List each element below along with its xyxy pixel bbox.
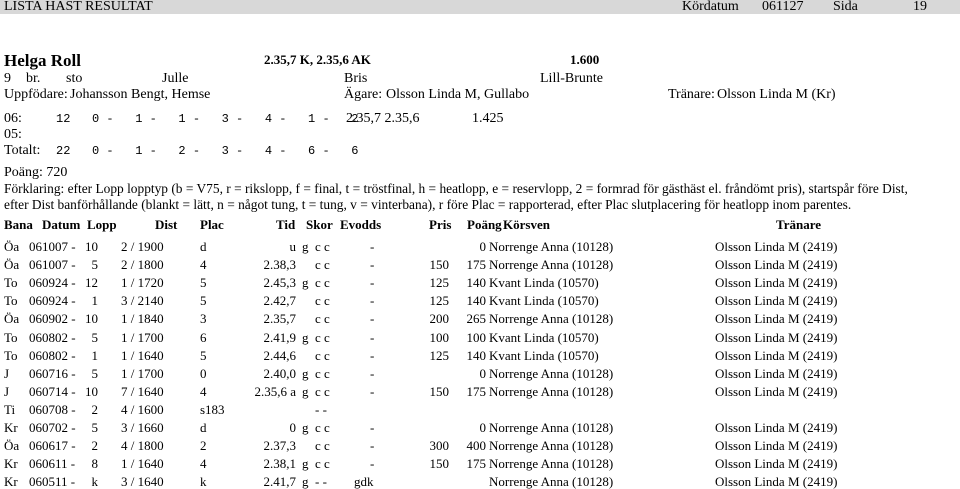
cell-bana: J (4, 383, 10, 399)
owner-value: Olsson Linda M, Gullabo (386, 87, 530, 102)
points-summary: Poäng: 720 (4, 165, 68, 180)
cell-dist: 1 / 1700 (121, 329, 164, 345)
cell-tid: 2.42,7 (263, 293, 296, 309)
cell-evodds: - (370, 347, 375, 363)
cell-evodds: - (370, 275, 375, 291)
col-header-pris: Pris (429, 217, 452, 232)
cell-tid: 2.38,1 (263, 456, 296, 472)
cell-tranare: Olsson Linda M (2419) (715, 311, 838, 327)
cell-dist: 1 / 1720 (121, 275, 164, 291)
cell-pris: 125 (429, 275, 449, 291)
cell-tranare: Olsson Linda M (2419) (715, 347, 838, 363)
cell-evodds: - (370, 420, 375, 435)
cell-pris: 200 (429, 311, 449, 327)
cell-tranare: Olsson Linda M (2419) (715, 420, 838, 435)
cell-evodds: - (370, 383, 375, 399)
cell-dist: 1 / 1640 (121, 347, 164, 363)
cell-plac: 4 (200, 456, 207, 472)
horse-mother: Bris (344, 71, 368, 86)
cell-evodds: - (370, 257, 375, 273)
cell-lopp: 2 (91, 401, 98, 417)
cell-tid: 0 (289, 420, 296, 435)
stats-2006-values: 12 0 - 1 - 1 - 3 - 4 - 1 - 2 (56, 112, 359, 126)
cell-g: g (302, 275, 309, 291)
cell-bana: Kr (4, 420, 18, 435)
cell-tranare: Olsson Linda M (2419) (715, 456, 838, 472)
col-header-dist: Dist (155, 217, 178, 232)
cell-korsven: Kvant Linda (10570) (489, 275, 599, 291)
cell-evodds: - (370, 329, 375, 345)
cell-tid: 2.35,7 (263, 311, 296, 327)
cell-dist: 1 / 1640 (121, 456, 164, 472)
horse-mother-father: Lill-Brunte (540, 71, 603, 86)
trainer-label: Tränare: (668, 87, 715, 102)
cell-lopp: 10 (85, 239, 98, 254)
cell-korsven: Norrenge Anna (10128) (489, 365, 614, 381)
date-value: 061127 (762, 0, 804, 14)
cell-bana: To (4, 347, 18, 363)
cell-korsven: Kvant Linda (10570) (489, 347, 599, 363)
date-label: Kördatum (682, 0, 739, 14)
col-header-tid: Tid (276, 217, 296, 232)
cell-datum: 060617 - (29, 438, 76, 454)
cell-lopp: 5 (91, 257, 98, 273)
cell-dist: 1 / 1700 (121, 365, 164, 381)
cell-bana: Kr (4, 456, 18, 472)
cell-datum: 060708 - (29, 401, 76, 417)
col-header-evodds: Evodds (340, 217, 382, 232)
cell-bana: Kr (4, 474, 18, 489)
cell-tid: u (289, 239, 296, 254)
cell-g: g (302, 365, 309, 381)
cell-lopp: 1 (91, 347, 98, 363)
legend-line-2: efter Dist banförhållande (blankt = lätt, n = något tung, t = tung, v = vinterbana), r före Plac = rapporterad, efter Plac slutplacering för heatlopp inom parentes. (4, 197, 852, 212)
cell-poang: 175 (466, 257, 486, 273)
cell-tranare: Olsson Linda M (2419) (715, 383, 838, 399)
col-header-lopp: Lopp (87, 217, 117, 232)
cell-tranare: Olsson Linda M (2419) (715, 438, 838, 454)
col-header-poang: Poäng (467, 217, 502, 232)
breeder-label: Uppfödare: (4, 87, 68, 102)
cell-pris: 150 (429, 257, 449, 273)
page-label: Sida (833, 0, 858, 14)
cell-datum: 060802 - (29, 329, 76, 345)
cell-tranare: Olsson Linda M (2419) (715, 257, 838, 273)
trainer-value: Olsson Linda M (Kr) (717, 87, 836, 102)
stats-2006-label: 06: (4, 111, 22, 126)
stats-2006-record: 2.35,7 2.35,6 (346, 111, 420, 126)
cell-skor: c c (315, 456, 330, 472)
cell-datum: 060924 - (29, 293, 76, 309)
cell-plac: k (200, 474, 207, 489)
cell-dist: 7 / 1640 (121, 383, 164, 399)
cell-korsven: Norrenge Anna (10128) (489, 383, 614, 399)
cell-skor: c c (315, 257, 330, 273)
cell-plac: d (200, 239, 207, 254)
report-title: LISTA HÄST RESULTAT (4, 0, 153, 14)
cell-pris: 150 (429, 383, 449, 399)
cell-bana: To (4, 329, 18, 345)
cell-evodds: - (370, 293, 375, 309)
cell-datum: 060702 - (29, 420, 76, 435)
cell-korsven: Norrenge Anna (10128) (489, 456, 614, 472)
cell-korsven: Norrenge Anna (10128) (489, 474, 614, 489)
col-header-bana: Bana (4, 217, 33, 232)
cell-tid: 2.41,7 (263, 474, 296, 489)
cell-plac: s183 (200, 401, 225, 417)
cell-skor: c c (315, 311, 330, 327)
cell-dist: 4 / 1600 (121, 401, 164, 417)
cell-bana: Öa (4, 438, 20, 454)
cell-poang: 265 (466, 311, 486, 327)
cell-dist: 3 / 1660 (121, 420, 164, 435)
page-value: 19 (913, 0, 927, 14)
cell-pris: 125 (429, 293, 449, 309)
cell-g: g (302, 456, 309, 472)
cell-lopp: 5 (91, 365, 98, 381)
cell-skor: c c (315, 365, 330, 381)
cell-datum: 060611 - (29, 456, 76, 472)
cell-evodds: - (370, 239, 375, 254)
cell-evodds: - (370, 456, 375, 472)
cell-plac: 5 (200, 275, 207, 291)
cell-tid: 2.41,9 (263, 329, 296, 345)
horse-color: br. (26, 71, 41, 86)
cell-tranare: Olsson Linda M (2419) (715, 293, 838, 309)
cell-datum: 060511 - (29, 474, 76, 489)
cell-skor: c c (315, 329, 330, 345)
cell-korsven: Norrenge Anna (10128) (489, 311, 614, 327)
cell-tranare: Olsson Linda M (2419) (715, 275, 838, 291)
cell-poang: 400 (466, 438, 486, 454)
cell-poang: 140 (466, 347, 486, 363)
cell-plac: 5 (200, 347, 207, 363)
stats-2005-label: 05: (4, 127, 22, 142)
cell-pris: 150 (429, 456, 449, 472)
cell-poang: 175 (466, 383, 486, 399)
col-header-tranare: Tränare (776, 217, 822, 232)
cell-bana: J (4, 365, 10, 381)
cell-plac: 6 (200, 329, 207, 345)
cell-g: g (302, 474, 309, 489)
stats-total-label: Totalt: (4, 143, 41, 158)
cell-tid: 2.45,3 (263, 275, 296, 291)
cell-plac: 3 (200, 311, 207, 327)
cell-bana: Öa (4, 239, 20, 254)
cell-evodds: - (370, 311, 375, 327)
cell-plac: 2 (200, 438, 207, 454)
stats-total-values: 22 0 - 1 - 2 - 3 - 4 - 6 - 6 (56, 144, 359, 158)
cell-g: g (302, 239, 309, 254)
cell-korsven: Kvant Linda (10570) (489, 293, 599, 309)
cell-dist: 2 / 1800 (121, 257, 164, 273)
cell-skor: c c (315, 239, 330, 254)
cell-poang: 140 (466, 275, 486, 291)
cell-bana: Öa (4, 257, 20, 273)
cell-tid: 2.40,0 (263, 365, 296, 381)
cell-plac: d (200, 420, 207, 435)
cell-tid: 2.44,6 (263, 347, 296, 363)
cell-poang: 0 (479, 365, 486, 381)
cell-dist: 2 / 1900 (121, 239, 164, 254)
cell-dist: 3 / 1640 (121, 474, 164, 489)
cell-poang: 100 (466, 329, 486, 345)
cell-lopp: 10 (85, 311, 98, 327)
cell-pris: 100 (429, 329, 449, 345)
horse-earnings: 1.600 (570, 52, 600, 67)
cell-skor: c c (315, 347, 330, 363)
cell-g: g (302, 383, 309, 399)
cell-lopp: k (91, 474, 98, 489)
cell-skor: - - (315, 401, 327, 417)
cell-skor: c c (315, 420, 330, 435)
cell-tid: 2.38,3 (263, 257, 296, 273)
horse-gender: sto (66, 71, 83, 86)
cell-plac: 0 (200, 365, 207, 381)
cell-tid: 2.37,3 (263, 438, 296, 454)
cell-datum: 060716 - (29, 365, 76, 381)
horse-number: 9 (4, 71, 11, 86)
cell-datum: 060902 - (29, 311, 76, 327)
cell-korsven: Norrenge Anna (10128) (489, 257, 614, 273)
cell-evodds: - (370, 438, 375, 454)
owner-label: Ägare: (344, 87, 383, 102)
cell-evodds: - (370, 365, 375, 381)
breeder-value: Johansson Bengt, Hemse (70, 87, 211, 102)
cell-lopp: 1 (91, 293, 98, 309)
cell-korsven: Norrenge Anna (10128) (489, 239, 614, 254)
horse-name: Helga Roll (4, 51, 81, 70)
col-header-skor: Skor (306, 217, 333, 232)
col-header-korsven: Körsven (503, 217, 550, 232)
cell-lopp: 5 (91, 420, 98, 435)
cell-g: g (302, 329, 309, 345)
cell-plac: 4 (200, 383, 207, 399)
cell-bana: To (4, 293, 18, 309)
cell-lopp: 8 (91, 456, 98, 472)
cell-datum: 060802 - (29, 347, 76, 363)
cell-datum: 060714 - (29, 383, 76, 399)
cell-bana: Öa (4, 311, 20, 327)
cell-skor: c c (315, 438, 330, 454)
stats-2006-earnings: 1.425 (472, 111, 504, 126)
cell-datum: 060924 - (29, 275, 76, 291)
cell-skor: c c (315, 383, 330, 399)
cell-evodds: gdk (354, 474, 374, 489)
cell-skor: c c (315, 275, 330, 291)
cell-skor: c c (315, 293, 330, 309)
cell-korsven: Norrenge Anna (10128) (489, 438, 614, 454)
cell-bana: To (4, 275, 18, 291)
cell-datum: 061007 - (29, 239, 76, 254)
col-header-datum: Datum (42, 217, 81, 232)
cell-plac: 5 (200, 293, 207, 309)
cell-skor: - - (315, 474, 327, 489)
cell-pris: 125 (429, 347, 449, 363)
cell-tranare: Olsson Linda M (2419) (715, 329, 838, 345)
cell-lopp: 10 (85, 383, 98, 399)
cell-lopp: 5 (91, 329, 98, 345)
col-header-plac: Plac (200, 217, 224, 232)
cell-bana: Ti (4, 401, 16, 417)
cell-poang: 0 (479, 420, 486, 435)
cell-tranare: Olsson Linda M (2419) (715, 239, 838, 254)
cell-lopp: 2 (91, 438, 98, 454)
cell-dist: 3 / 2140 (121, 293, 164, 309)
cell-dist: 1 / 1840 (121, 311, 164, 327)
horse-father: Julle (162, 71, 189, 86)
cell-korsven: Norrenge Anna (10128) (489, 420, 614, 435)
horse-records: 2.35,7 K, 2.35,6 AK (264, 52, 371, 67)
cell-korsven: Kvant Linda (10570) (489, 329, 599, 345)
cell-pris: 300 (429, 438, 449, 454)
cell-tranare: Olsson Linda M (2419) (715, 474, 838, 489)
cell-poang: 0 (479, 239, 486, 254)
cell-g: g (302, 420, 309, 435)
cell-tid: 2.35,6 a (254, 383, 296, 399)
cell-datum: 061007 - (29, 257, 76, 273)
cell-tranare: Olsson Linda M (2419) (715, 365, 838, 381)
cell-dist: 4 / 1800 (121, 438, 164, 454)
cell-plac: 4 (200, 257, 207, 273)
cell-poang: 140 (466, 293, 486, 309)
cell-lopp: 12 (85, 275, 98, 291)
cell-poang: 175 (466, 456, 486, 472)
legend-line-1: Förklaring: efter Lopp lopptyp (b = V75, r = rikslopp, f = final, t = tröstfinal, h = heatlopp, e = reservlopp, 2 = formrad för gästhäst el. fråndömt pris), startspår före Dist, (4, 181, 908, 196)
